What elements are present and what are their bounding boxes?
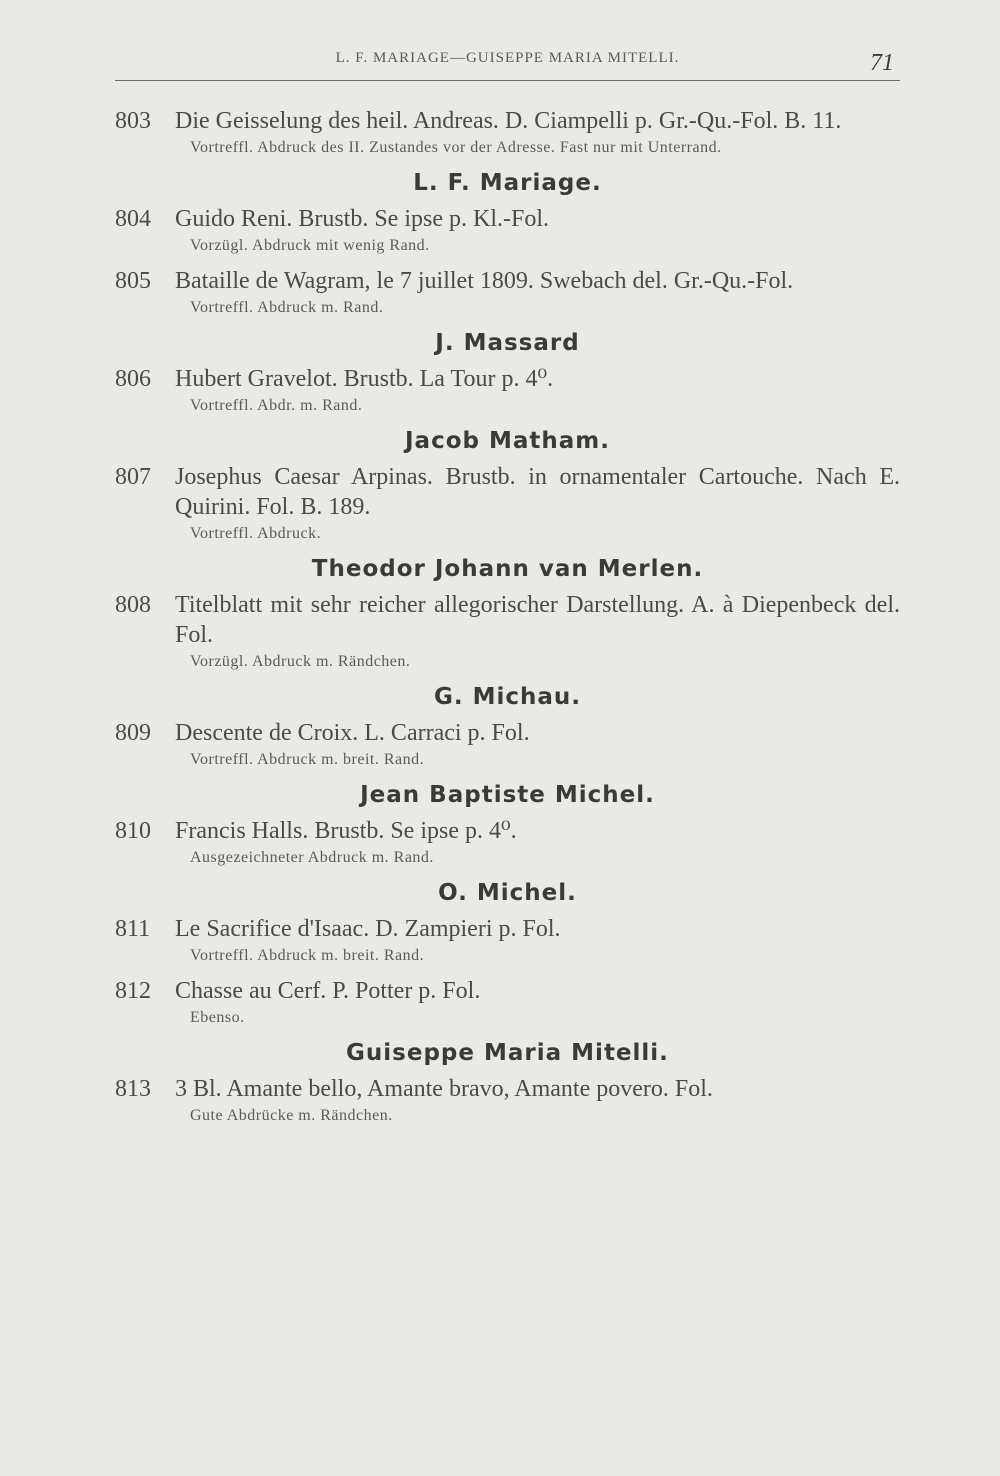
entry-number: 811 [115,916,151,942]
catalog-entry-806 [115,364,900,418]
artist-heading: Theodor Johann van Merlen. [311,556,704,582]
header-rule [115,80,900,81]
entry-title: Titelblatt mit sehr reicher allegorischer Darstellung. A. à Diepenbeck del. Fol. [175,592,900,648]
entry-title: Die Geisselung des heil. Andreas. D. Ciampelli p. Gr.-Qu.-Fol. B. 11. [175,108,842,134]
entry-note: Vortreffl. Abdruck. [190,525,322,542]
entry-note: Vortreffl. Abdruck m. Rand. [190,299,384,316]
catalog-entry-809 [115,718,900,772]
artist-heading: Guiseppe Maria Mitelli. [346,1040,669,1066]
entry-number: 806 [115,366,151,392]
entry-number: 803 [115,108,151,134]
artist-heading: J. Massard [435,330,580,356]
entry-note: Vortreffl. Abdruck des II. Zustandes vor der Adresse. Fast nur mit Unterrand. [190,139,722,156]
entry-number: 804 [115,206,151,232]
entry-number: 813 [115,1076,151,1102]
entry-note: Gute Abdrücke m. Rändchen. [190,1107,393,1124]
entry-title: Francis Halls. Brustb. Se ipse p. 4⁰. [175,818,517,844]
entry-note: Ebenso. [190,1009,245,1026]
entry-title: Le Sacrifice d'Isaac. D. Zampieri p. Fol. [175,916,561,942]
entry-title: Descente de Croix. L. Carraci p. Fol. [175,720,530,746]
entry-note: Vortreffl. Abdruck m. breit. Rand. [190,751,425,768]
entry-number: 809 [115,720,151,746]
entry-number: 810 [115,818,151,844]
entry-title: Bataille de Wagram, le 7 juillet 1809. Swebach del. Gr.-Qu.-Fol. [175,268,794,294]
catalog-entry-808 [115,590,900,674]
entry-number: 808 [115,592,151,618]
artist-heading: G. Michau. [433,684,582,710]
entry-number: 805 [115,268,151,294]
entry-number: 807 [115,464,151,490]
catalog-entry-803 [115,106,900,160]
catalog-entry-810 [115,816,900,870]
catalog-entry-805 [115,266,900,320]
running-title: L. F. MARIAGE—GUISEPPE MARIA MITELLI. [335,50,680,66]
page-number: 71 [870,50,894,76]
catalog-entry-807 [115,462,900,546]
artist-heading: O. Michel. [438,880,577,906]
entry-title: Hubert Gravelot. Brustb. La Tour p. 4⁰. [175,366,554,392]
catalog-entry-811 [115,914,900,968]
entry-note: Vorzügl. Abdruck m. Rändchen. [190,653,411,670]
entry-note: Ausgezeichneter Abdruck m. Rand. [190,849,434,866]
entry-note: Vortreffl. Abdruck m. breit. Rand. [190,947,425,964]
catalog-entry-813 [115,1074,900,1128]
entry-title: Chasse au Cerf. P. Potter p. Fol. [175,978,481,1004]
artist-heading: L. F. Mariage. [413,170,602,196]
running-head [115,50,900,86]
entry-note: Vortreffl. Abdr. m. Rand. [190,397,363,414]
entry-title: Guido Reni. Brustb. Se ipse p. Kl.-Fol. [175,206,550,232]
catalog-content [115,106,900,1136]
entry-number: 812 [115,978,151,1004]
catalog-entry-804 [115,204,900,258]
artist-heading: Jean Baptiste Michel. [360,782,655,808]
entry-title: Josephus Caesar Arpinas. Brustb. in ornamentaler Cartouche. Nach E. Quirini. Fol. B. 189. [175,464,900,520]
artist-heading: Jacob Matham. [405,428,610,454]
catalog-entry-812 [115,976,900,1030]
entry-title: 3 Bl. Amante bello, Amante bravo, Amante povero. Fol. [175,1076,713,1102]
entry-note: Vorzügl. Abdruck mit wenig Rand. [190,237,430,254]
